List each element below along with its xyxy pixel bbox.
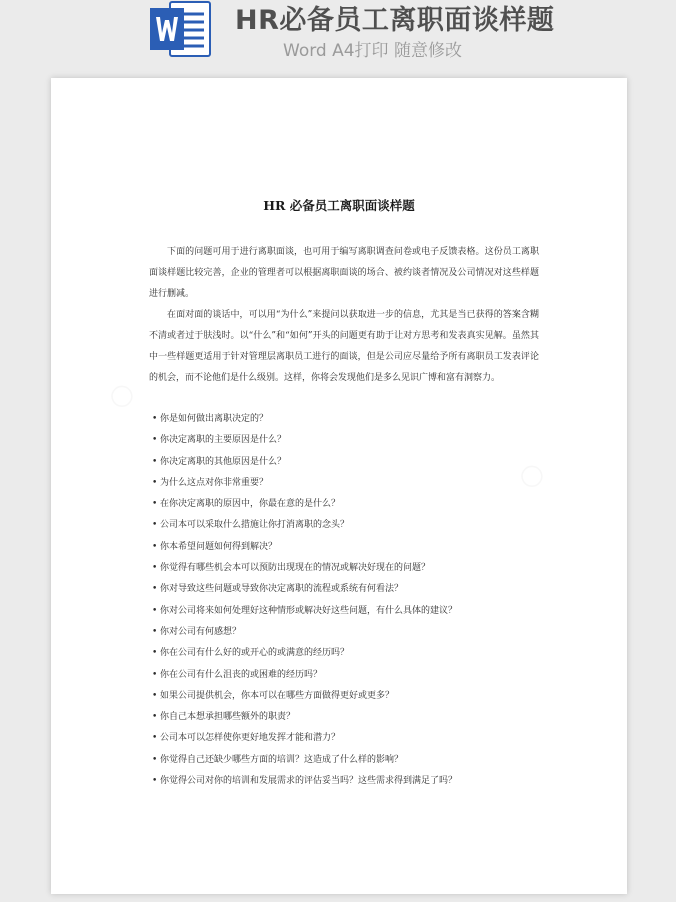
bullet-icon: • — [152, 414, 158, 424]
header-subtitle: Word A4打印 随意修改 — [283, 41, 462, 61]
bullet-icon: • — [152, 477, 158, 488]
question-text: 公司本可以采取什么措施让你打消离职的念头？ — [160, 520, 350, 531]
bullet-icon: • — [152, 435, 158, 446]
word-document-icon — [148, 0, 212, 58]
list-item — [152, 665, 542, 686]
list-item — [152, 686, 542, 707]
question-text: 你对公司有何感想？ — [160, 626, 242, 637]
list-item — [152, 558, 542, 579]
bullet-icon: • — [152, 733, 158, 744]
question-text: 你是如何做出离职决定的？ — [160, 414, 269, 424]
bullet-icon: • — [152, 456, 158, 467]
question-text: 你对导致这些问题或导致你决定离职的流程或系统有何看法？ — [160, 584, 404, 595]
bullet-icon: • — [152, 754, 158, 765]
paragraph-guidance: 在面对面的谈话中，可以用“为什么”来提问以获取进一步的信息，尤其是当已获得的答案含糊不清或者过于肤浅时。以“什么”和“如何”开头的问题更有助于让对方思考和发表真实见解。虽然其中一些样题更适用于针对管理层离职员工进行的面谈，但是公司应尽量给予所有离职员工发表评论的机会，而不论他们是什么级别。这样，你将会发现他们是多么见识广博和富有洞察力。 — [149, 310, 539, 383]
bullet-icon: • — [152, 626, 158, 637]
question-text: 你觉得有哪些机会本可以预防出现现在的情况或解决好现在的问题？ — [160, 563, 431, 574]
bullet-icon: • — [152, 584, 158, 595]
list-item — [152, 579, 542, 600]
list-item — [152, 707, 542, 728]
question-text: 你自己本想承担哪些额外的职责？ — [160, 712, 296, 723]
question-text: 你决定离职的主要原因是什么？ — [160, 435, 287, 446]
list-item — [152, 515, 542, 536]
document-title: HR 必备员工离职面谈样题 — [263, 198, 415, 213]
question-text: 你本希望问题如何得到解决？ — [160, 541, 278, 552]
header-title: HR必备员工离职面谈样题 — [235, 5, 555, 36]
question-list — [152, 409, 542, 792]
list-item — [152, 494, 542, 515]
bullet-icon: • — [152, 563, 158, 574]
document-page — [51, 78, 627, 894]
question-text: 你觉得自己还缺少哪些方面的培训？这造成了什么样的影响？ — [160, 754, 404, 765]
question-text: 如果公司提供机会，你本可以在哪些方面做得更好或更多？ — [160, 690, 395, 701]
bullet-icon: • — [152, 541, 158, 552]
list-item — [152, 409, 542, 430]
question-text: 在你决定离职的原因中，你最在意的是什么？ — [160, 499, 341, 510]
bullet-icon: • — [152, 776, 158, 787]
list-item — [152, 622, 542, 643]
question-text: 你觉得公司对你的培训和发展需求的评估妥当吗？这些需求得到满足了吗？ — [160, 776, 458, 787]
question-text: 你对公司将来如何处理好这种情形或解决好这些问题，有什么具体的建议？ — [160, 605, 458, 616]
list-item — [152, 601, 542, 622]
list-item — [152, 643, 542, 664]
list-item — [152, 452, 542, 473]
list-item — [152, 430, 542, 451]
question-text: 你在公司有什么沮丧的或困难的经历吗？ — [160, 669, 323, 680]
list-item — [152, 728, 542, 749]
bullet-icon: • — [152, 499, 158, 510]
question-text: 公司本可以怎样使你更好地发挥才能和潜力？ — [160, 733, 341, 744]
bullet-icon: • — [152, 669, 158, 680]
paragraph-intro: 下面的问题可用于进行离职面谈，也可用于编写离职调查问卷或电子反馈表格。这份员工离职面谈样题比较完善，企业的管理者可以根据离职面谈的场合、被约谈者情况及公司情况对这些样题进行删减。 — [149, 247, 539, 299]
header — [0, 0, 676, 64]
list-item — [152, 537, 542, 558]
bullet-icon: • — [152, 648, 158, 659]
bullet-icon: • — [152, 520, 158, 531]
question-text: 为什么这点对你非常重要？ — [160, 477, 269, 488]
question-text: 你在公司有什么好的或开心的或满意的经历吗？ — [160, 648, 350, 659]
bullet-icon: • — [152, 605, 158, 616]
list-item — [152, 750, 542, 771]
list-item — [152, 771, 542, 792]
bullet-icon: • — [152, 690, 158, 701]
question-text: 你决定离职的其他原因是什么？ — [160, 456, 287, 467]
list-item — [152, 473, 542, 494]
bullet-icon: • — [152, 712, 158, 723]
